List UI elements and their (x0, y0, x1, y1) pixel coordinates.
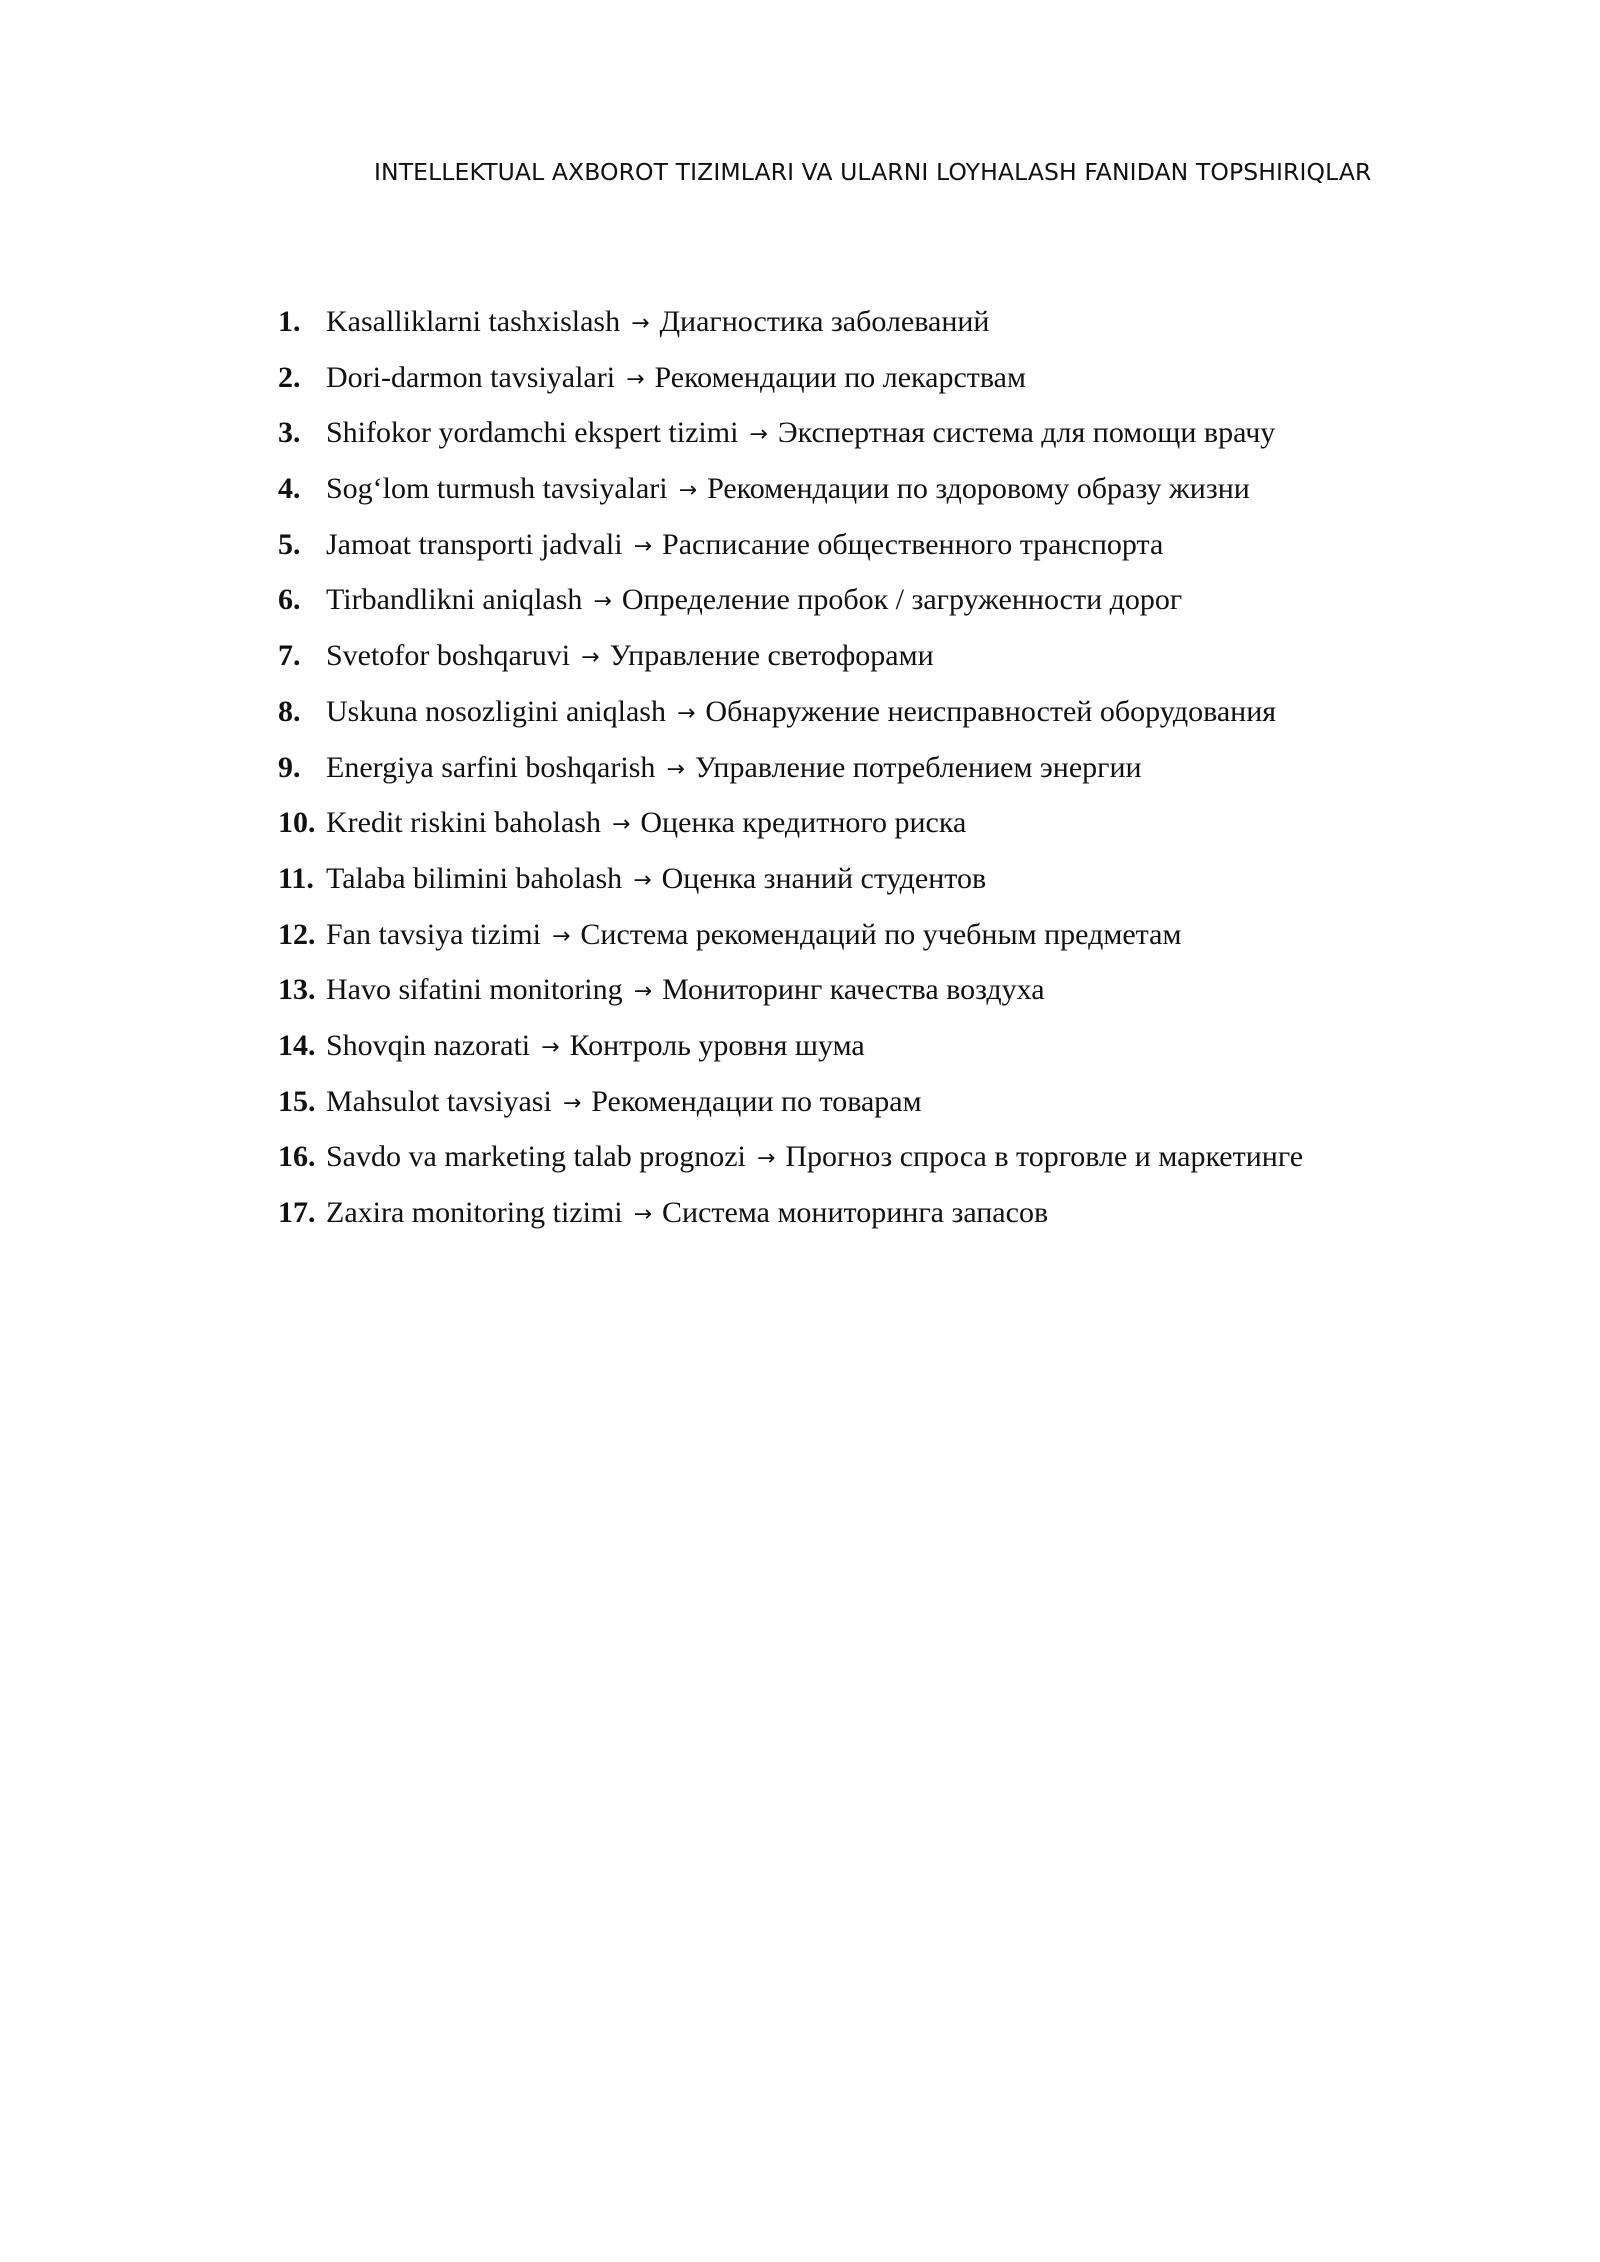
item-title-ru: Рекомендации по товарам (591, 1084, 922, 1118)
arrow-right-icon: → (756, 1146, 776, 1172)
item-title-ru: Оценка знаний студентов (661, 861, 987, 895)
item-title-uz: Sog‘lom turmush tavsiyalari (326, 472, 668, 506)
item-title-ru: Экспертная система для помощи врачу (777, 416, 1276, 450)
item-number: 13. (278, 973, 316, 1007)
page-header: INTELLEKTUAL AXBOROT TIZIMLARI VA ULARNI LOYHALASH FANIDAN TOPSHIRIQLAR (374, 158, 1372, 186)
item-title-uz: Kasalliklarni tashxislash (326, 305, 621, 338)
item-title-uz: Fan tavsiya tizimi (326, 917, 541, 951)
item-title-uz: Shifokor yordamchi ekspert tizimi (326, 416, 739, 450)
item-title-uz: Shovqin nazorati (326, 1028, 531, 1062)
item-title-uz: Havo sifatini monitoring (326, 973, 623, 1007)
item-number: 3. (278, 416, 301, 450)
item-title-uz: Energiya sarfini boshqarish (326, 750, 656, 784)
item-title-uz: Dori-darmon tavsiyalari (326, 360, 616, 394)
item-title-ru: Система мониторинга запасов (662, 1196, 1049, 1229)
list-item (278, 856, 1438, 912)
item-title-ru: Диагностика заболеваний (659, 305, 990, 338)
arrow-right-icon: → (749, 422, 768, 448)
arrow-right-icon: → (666, 756, 685, 782)
item-title-ru: Управление потреблением энергии (694, 750, 1142, 784)
item-title-uz: Mahsulot tavsiyasi (326, 1084, 552, 1118)
list-item (278, 633, 1438, 689)
item-number: 10. (278, 806, 316, 840)
list-item (278, 800, 1438, 856)
item-title-uz: Talaba bilimini baholash (326, 861, 623, 895)
arrow-right-icon: → (631, 311, 650, 336)
item-title-uz: Kredit riskini baholash (326, 806, 601, 840)
item-title-uz: Uskuna nosozligini aniqlash (326, 694, 666, 728)
list-item (278, 745, 1438, 801)
item-number: 5. (278, 527, 301, 561)
arrow-right-icon: → (633, 533, 653, 559)
list-item (278, 410, 1438, 466)
arrow-right-icon: → (678, 478, 698, 504)
arrow-right-icon: → (633, 867, 652, 893)
arrow-right-icon: → (541, 1034, 560, 1060)
item-number: 12. (278, 917, 316, 951)
item-number: 4. (278, 472, 301, 506)
list-item (278, 522, 1438, 578)
item-number: 9. (278, 750, 301, 784)
item-title-ru: Контроль уровня шума (569, 1028, 865, 1062)
arrow-right-icon: → (626, 366, 645, 392)
list-item (278, 1190, 1438, 1246)
list-item (278, 466, 1438, 522)
item-number: 6. (278, 583, 301, 617)
list-item (278, 355, 1438, 411)
arrow-right-icon: → (633, 979, 653, 1005)
arrow-right-icon: → (593, 589, 612, 615)
item-number: 16. (278, 1140, 316, 1174)
item-title-ru: Расписание общественного транспорта (662, 527, 1164, 561)
list-item (278, 689, 1438, 745)
arrow-right-icon: → (551, 923, 571, 949)
item-title-uz: Zaxira monitoring tizimi (326, 1196, 623, 1229)
item-number: 15. (278, 1084, 316, 1118)
item-title-ru: Обнаружение неисправностей оборудования (705, 694, 1277, 728)
item-title-uz: Jamoat transporti jadvali (326, 527, 623, 561)
list-item (278, 299, 1438, 355)
item-title-uz: Svetofor boshqaruvi (326, 639, 571, 673)
item-title-ru: Рекомендации по здоровому образу жизни (707, 472, 1250, 506)
list-item (278, 577, 1438, 633)
arrow-right-icon: → (581, 645, 600, 671)
topic-list (278, 299, 1438, 1246)
item-number: 17. (278, 1196, 316, 1229)
item-title-ru: Оценка кредитного риска (640, 806, 967, 840)
arrow-right-icon: → (676, 700, 696, 726)
item-title-ru: Мониторинг качества воздуха (662, 973, 1045, 1007)
list-item (278, 1023, 1438, 1079)
item-title-ru: Система рекомендаций по учебным предметам (580, 917, 1182, 951)
item-number: 8. (278, 694, 301, 728)
item-number: 11. (278, 861, 314, 895)
list-item (278, 912, 1438, 968)
arrow-right-icon: → (562, 1090, 582, 1116)
arrow-right-icon: → (633, 1202, 653, 1227)
item-title-ru: Рекомендации по лекарствам (654, 360, 1026, 394)
item-title-ru: Прогноз спроса в торговле и маркетинге (785, 1140, 1304, 1174)
list-item (278, 967, 1438, 1023)
item-title-uz: Savdo va marketing talab prognozi (326, 1140, 746, 1174)
item-number: 2. (278, 360, 301, 394)
item-title-ru: Определение пробок / загруженности дорог (621, 583, 1183, 617)
item-number: 14. (278, 1028, 316, 1062)
item-number: 7. (278, 639, 301, 673)
arrow-right-icon: → (611, 812, 631, 838)
list-item (278, 1134, 1438, 1190)
list-item (278, 1079, 1438, 1135)
item-number: 1. (278, 305, 301, 338)
item-title-ru: Управление светофорами (609, 639, 934, 673)
item-title-uz: Tirbandlikni aniqlash (326, 583, 583, 617)
